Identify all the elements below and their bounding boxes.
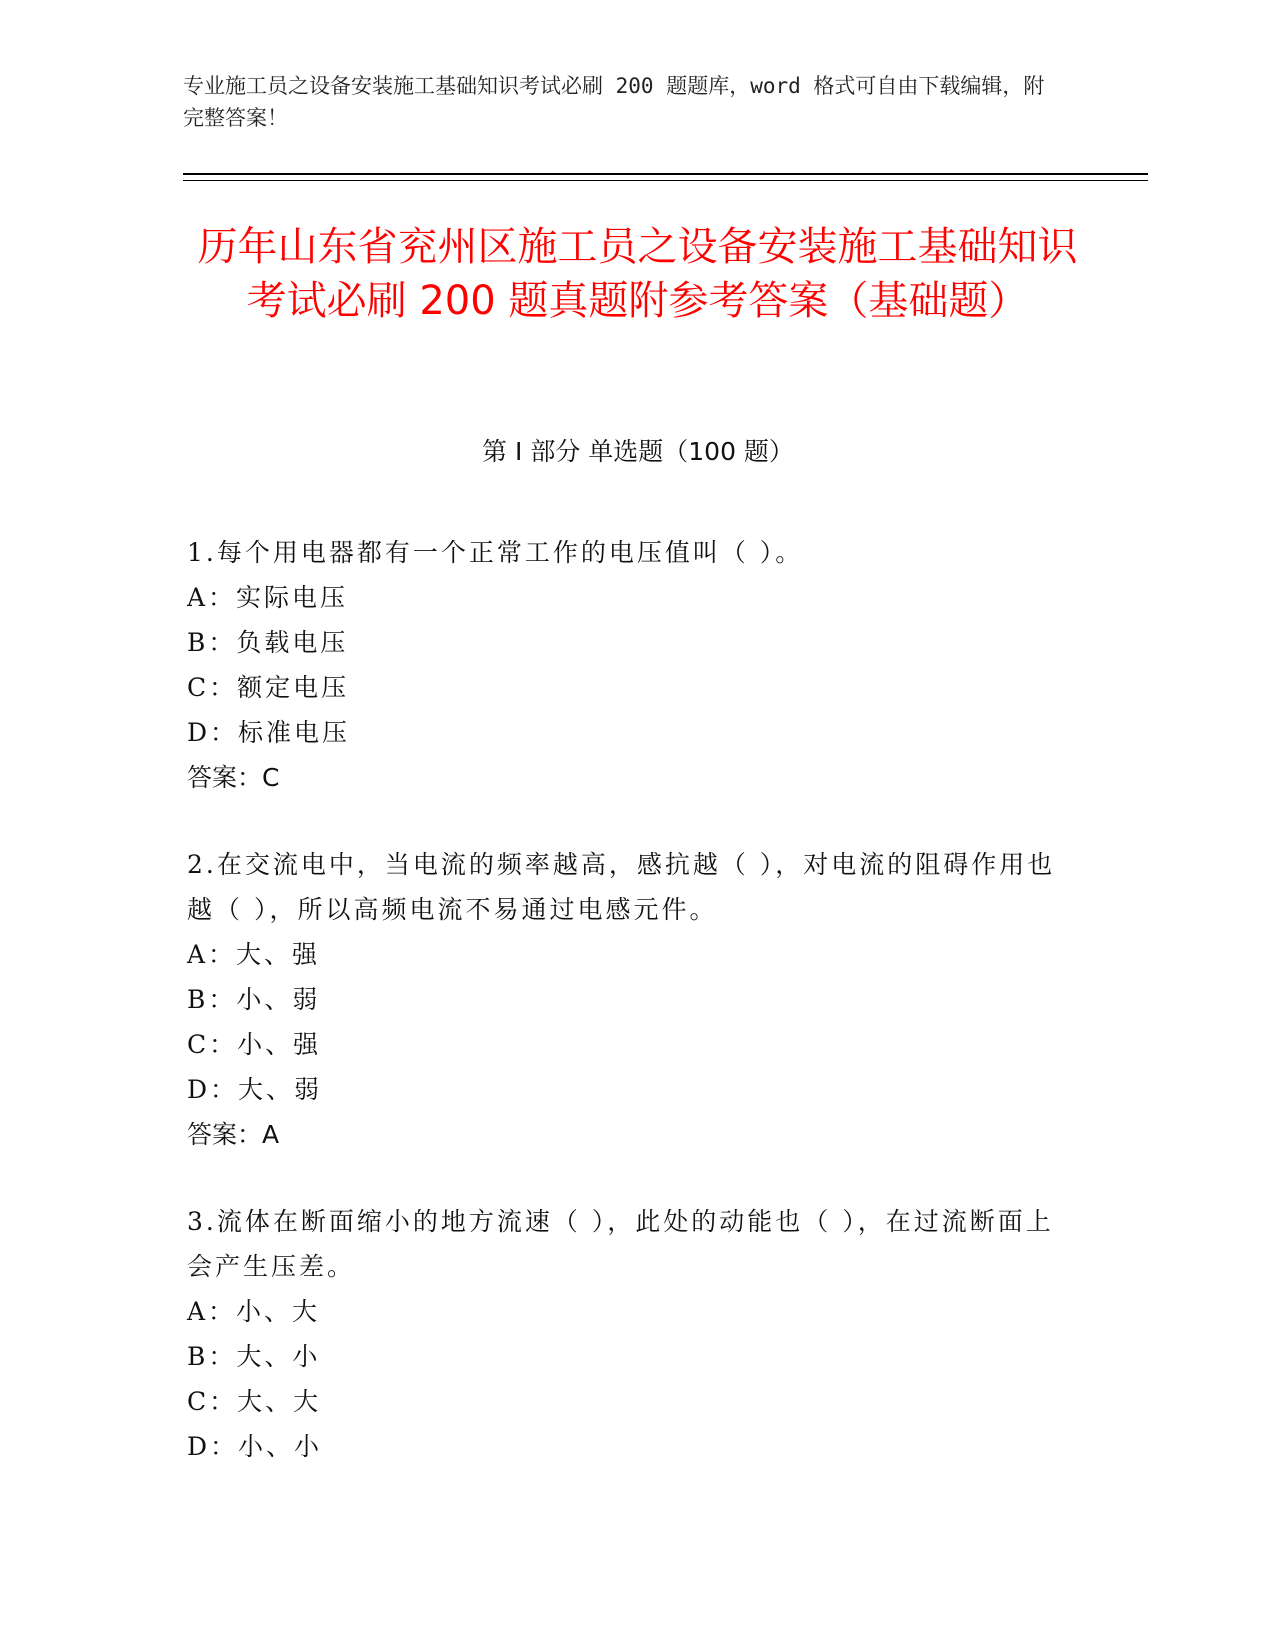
answer-line: 答案：A (187, 1120, 280, 1149)
option-c: C：小、强 (187, 1030, 322, 1059)
question-item (187, 842, 1067, 1157)
option-b: B：大、小 (187, 1342, 321, 1371)
document-title: 历年山东省兖州区施工员之设备安装施工基础知识考试必刷 200 题真题附参考答案（基础题） (197, 224, 1078, 324)
option-b: B：小、弱 (187, 985, 321, 1014)
section-heading: 第 I 部分 单选题（100 题） (482, 437, 794, 466)
option-c: C：大、大 (187, 1387, 322, 1416)
header-divider-thick (183, 173, 1148, 175)
header-divider-thin (183, 180, 1148, 181)
option-a: A：小、大 (187, 1297, 321, 1326)
question-stem: 1.每个用电器都有一个正常工作的电压值叫（ ）。 (187, 538, 804, 567)
option-d: D：大、弱 (187, 1075, 323, 1104)
question-list (187, 530, 1067, 1511)
option-d: D：小、小 (187, 1432, 323, 1461)
question-stem: 2.在交流电中，当电流的频率越高，感抗越（ ），对电流的阻碍作用也越（ ），所以高频电流不易通过电感元件。 (187, 850, 1056, 924)
question-item (187, 1199, 1067, 1469)
option-d: D：标准电压 (187, 718, 351, 747)
answer-line: 答案：C (187, 763, 280, 792)
option-c: C：额定电压 (187, 673, 350, 702)
question-stem: 3.流体在断面缩小的地方流速（ ），此处的动能也（ ），在过流断面上会产生压差。 (187, 1207, 1054, 1281)
option-b: B：负载电压 (187, 628, 349, 657)
header-note: 专业施工员之设备安装施工基础知识考试必刷 200 题题库，word 格式可自由下载编辑，附完整答案！ (183, 74, 1045, 130)
option-a: A：实际电压 (187, 583, 349, 612)
question-item (187, 530, 1067, 800)
option-a: A：大、强 (187, 940, 321, 969)
